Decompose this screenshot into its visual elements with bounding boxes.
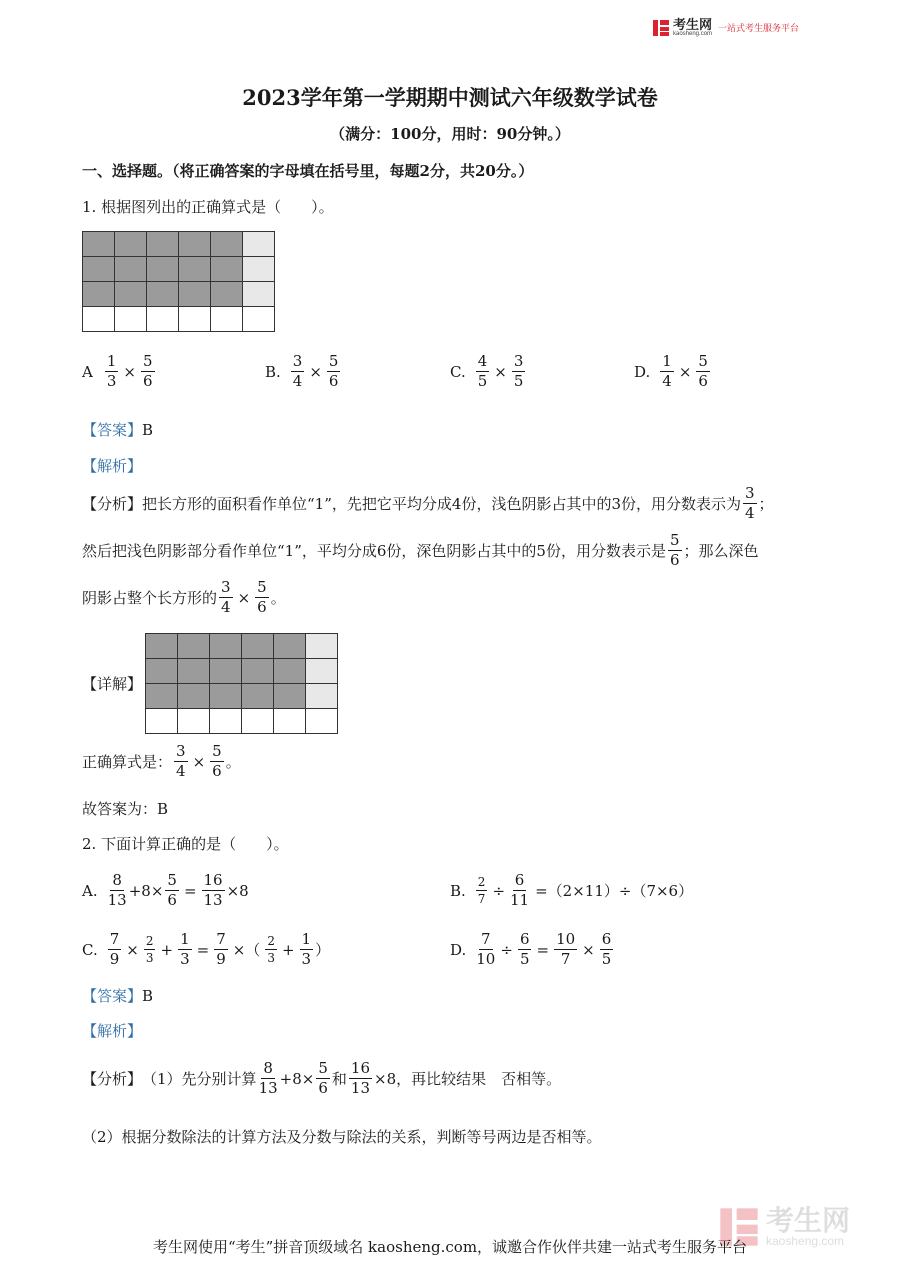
fraction: $\frac{5}{6}$: [142, 352, 153, 390]
grid-cell-dark: [146, 659, 178, 684]
q2-fenxi-line-1: 【分析】 （1）先分别计算 $\frac{8}{13}$ +8× $\frac{5}{6}$ 和 $\frac{16}{13}$ ×8，再比较结果 否相等。: [82, 1059, 562, 1097]
fraction: $\frac{8}{13}$: [258, 1059, 278, 1097]
fraction: $\frac{5}{6}$: [698, 352, 708, 390]
grid-cell-dark: [210, 659, 242, 684]
section-heading: 一、选择题。（将正确答案的字母填在括号里，每题2分，共20分。）: [82, 162, 534, 180]
page-title: 2023学年第一学期期中测试六年级数学试卷: [242, 85, 658, 110]
fraction: $\frac{7}{9}$: [109, 930, 120, 968]
watermark-brand: 考生网: [766, 1205, 851, 1236]
q2-analysis-tag: 【解析】: [82, 1022, 143, 1040]
fraction: $\frac{10}{7}$: [556, 930, 576, 968]
grid-cell-empty: [83, 307, 115, 332]
q2-option-d[interactable]: D. $\frac{7}{10}$ ÷ $\frac{6}{5}$ = $\frac{10}{7}$ × $\frac{6}{5}$: [450, 930, 612, 968]
fraction: $\frac{5}{6}$: [669, 531, 680, 569]
grid-cell-dark: [211, 257, 243, 282]
footer-text: 考生网使用“考生”拼音顶级域名 kaosheng.com，诚邀合作伙伴共建一站式考生服务平台: [152, 1238, 748, 1256]
grid-cell-dark: [178, 659, 210, 684]
grid-cell-empty: [243, 307, 275, 332]
q2-fenxi-line-2: （2）根据分数除法的计算方法及分数与除法的关系，判断等号两边是否相等。: [82, 1128, 602, 1146]
grid-cell-empty: [146, 709, 178, 734]
fraction: $\frac{16}{13}$: [203, 871, 223, 909]
grid-cell-dark: [83, 232, 115, 257]
q1-conclusion: 故答案为：B: [82, 800, 169, 818]
grid-cell-dark: [274, 684, 306, 709]
grid-cell-light: [243, 257, 275, 282]
q1-option-b[interactable]: B. $\frac{3}{4}$ × $\frac{5}{6}$: [265, 352, 339, 390]
grid-cell-empty: [147, 307, 179, 332]
grid-cell-empty: [242, 709, 274, 734]
grid-cell-empty: [210, 709, 242, 734]
grid-cell-dark: [210, 684, 242, 709]
grid-cell-dark: [179, 257, 211, 282]
grid-cell-empty: [211, 307, 243, 332]
q1-analysis-tag: 【解析】: [82, 457, 143, 475]
grid-cell-dark: [83, 257, 115, 282]
q1-fenxi-line-2: 然后把浅色阴影部分看作单位“1”，平均分成6份，深色阴影占其中的5份，用分数表示是 $\frac{5}{6}$ ；那么深色: [82, 531, 759, 569]
fraction: $\frac{5}{6}$: [318, 1059, 328, 1097]
fraction: $\frac{5}{6}$: [212, 742, 222, 780]
fraction: $\frac{6}{11}$: [510, 871, 530, 909]
fraction: $\frac{3}{4}$: [745, 484, 755, 522]
grid-cell-light: [243, 282, 275, 307]
grid-cell-dark: [146, 634, 178, 659]
fraction: $\frac{7}{9}$: [216, 930, 226, 968]
fraction: $\frac{4}{5}$: [477, 352, 488, 390]
grid-cell-dark: [211, 282, 243, 307]
grid-cell-light: [306, 659, 338, 684]
header-tagline: 一站式考生服务平台: [718, 23, 800, 33]
fraction: $\frac{1}{4}$: [662, 352, 672, 390]
q1-grid-figure: [82, 231, 275, 332]
fraction: $\frac{3}{5}$: [513, 352, 524, 390]
fraction: $\frac{7}{10}$: [476, 930, 496, 968]
fraction: $\frac{5}{6}$: [257, 578, 267, 616]
grid-cell-dark: [210, 634, 242, 659]
grid-cell-dark: [178, 684, 210, 709]
q1-answer: 【答案】B: [82, 421, 154, 439]
kaosheng-logo-icon: [652, 19, 670, 37]
q1-detail-grid-figure: [145, 633, 338, 734]
fraction: $\frac{1}{3}$: [180, 930, 190, 968]
grid-cell-dark: [147, 232, 179, 257]
fraction: $\frac{3}{4}$: [221, 578, 231, 616]
grid-cell-empty: [274, 709, 306, 734]
q1-option-d[interactable]: D. $\frac{1}{4}$ × $\frac{5}{6}$: [634, 352, 708, 390]
q1-fenxi-line-3: 阴影占整个长方形的 $\frac{3}{4}$ × $\frac{5}{6}$ 。: [82, 578, 286, 616]
fraction: $\frac{5}{6}$: [328, 352, 339, 390]
grid-cell-dark: [178, 634, 210, 659]
grid-cell-empty: [115, 307, 147, 332]
grid-cell-empty: [306, 709, 338, 734]
header-logo: [652, 18, 799, 37]
q2-option-c[interactable]: C. $\frac{7}{9}$ × $\frac{2}{3}$ + $\frac{1}{3}$ = $\frac{7}{9}$ ×（ $\frac{2}{3}$ + $\frac{1}{3}$ ）: [82, 930, 331, 968]
fraction: $\frac{6}{5}$: [601, 930, 612, 968]
logo-brand: 考生网: [673, 17, 713, 32]
grid-cell-dark: [274, 634, 306, 659]
q1-fenxi-line-1: 【分析】 把长方形的面积看作单位“1”，先把它平均分成4份，浅色阴影占其中的3份，用分数表示为 $\frac{3}{4}$ ；: [82, 484, 774, 522]
q2-option-b[interactable]: B. $\frac{2}{7}$ ÷ $\frac{6}{11}$ =（2×11）÷（7×6）: [450, 871, 694, 909]
q2-answer: 【答案】B: [82, 987, 154, 1005]
q2-stem: 2. 下面计算正确的是（ ）。: [82, 835, 289, 853]
q1-correct-expression: 正确算式是： $\frac{3}{4}$ × $\frac{5}{6}$ 。: [82, 742, 241, 780]
logo-domain: kaosheng.com: [673, 31, 713, 37]
grid-cell-dark: [146, 684, 178, 709]
grid-cell-dark: [147, 282, 179, 307]
q1-option-c[interactable]: C. $\frac{4}{5}$ × $\frac{3}{5}$: [450, 352, 524, 390]
q2-option-a[interactable]: A. $\frac{8}{13}$ +8× $\frac{5}{6}$ = $\frac{16}{13}$ ×8: [82, 871, 249, 909]
fraction: $\frac{3}{4}$: [292, 352, 303, 390]
grid-cell-dark: [115, 257, 147, 282]
grid-cell-dark: [179, 232, 211, 257]
fraction: $\frac{2}{3}$: [267, 934, 275, 965]
grid-cell-light: [306, 684, 338, 709]
grid-cell-dark: [242, 684, 274, 709]
fraction: $\frac{3}{4}$: [176, 742, 186, 780]
grid-cell-empty: [179, 307, 211, 332]
grid-cell-dark: [115, 282, 147, 307]
grid-cell-dark: [274, 659, 306, 684]
page-subtitle: （满分：100分，用时：90分钟。）: [330, 125, 570, 143]
fraction: $\frac{1}{3}$: [106, 352, 117, 390]
fraction: $\frac{2}{3}$: [145, 934, 154, 965]
fraction: $\frac{6}{5}$: [519, 930, 530, 968]
fraction: $\frac{1}{3}$: [301, 930, 312, 968]
grid-cell-dark: [242, 659, 274, 684]
grid-cell-dark: [147, 257, 179, 282]
fraction: $\frac{16}{13}$: [350, 1059, 370, 1097]
q1-xiangjie-tag: 【详解】: [82, 675, 143, 693]
fraction: $\frac{8}{13}$: [107, 871, 127, 909]
grid-cell-light: [243, 232, 275, 257]
grid-cell-empty: [178, 709, 210, 734]
grid-cell-light: [306, 634, 338, 659]
fraction: $\frac{5}{6}$: [167, 871, 177, 909]
q1-option-a[interactable]: A $\frac{1}{3}$ × $\frac{5}{6}$: [82, 352, 153, 390]
grid-cell-dark: [179, 282, 211, 307]
q1-stem: 1. 根据图列出的正确算式是（ ）。: [82, 198, 334, 216]
grid-cell-dark: [211, 232, 243, 257]
grid-cell-dark: [115, 232, 147, 257]
fraction: $\frac{2}{7}$: [477, 875, 486, 906]
grid-cell-dark: [83, 282, 115, 307]
grid-cell-dark: [242, 634, 274, 659]
watermark-domain: kaosheng.com: [766, 1234, 845, 1248]
